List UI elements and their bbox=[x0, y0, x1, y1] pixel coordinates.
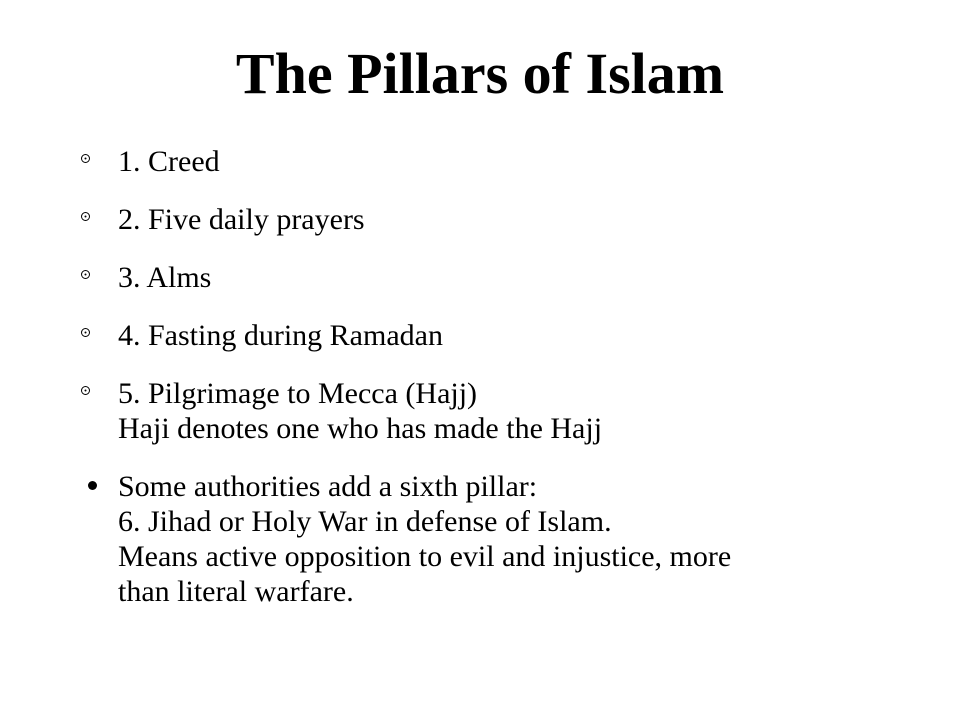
bullet-subtext: Haji denotes one who has made the Hajj bbox=[118, 412, 603, 445]
bullet-text: 2. Five daily prayers bbox=[118, 203, 365, 236]
bullet-item-alms bbox=[80, 260, 920, 295]
slide-title: The Pillars of Islam bbox=[235, 41, 725, 106]
bullet-text: Some authorities add a sixth pillar: bbox=[118, 470, 538, 503]
bullet-item-pilgrimage bbox=[80, 376, 920, 446]
bullet-text: 4. Fasting during Ramadan bbox=[118, 319, 443, 352]
bullet-text: 3. Alms bbox=[118, 261, 212, 294]
bullet-subtext: than literal warfare. bbox=[118, 575, 354, 608]
bullet-item-creed bbox=[80, 144, 920, 179]
bullet-text: 1. Creed bbox=[118, 145, 220, 178]
bullet-subtext: 6. Jihad or Holy War in defense of Islam. bbox=[118, 505, 612, 538]
bullet-item-fasting bbox=[80, 318, 920, 353]
bullet-list bbox=[80, 144, 920, 609]
bullet-text: 5. Pilgrimage to Mecca (Hajj) bbox=[118, 377, 478, 410]
bullet-item-sixth-pillar bbox=[80, 469, 920, 609]
bullet-subtext: Means active opposition to evil and injustice, more bbox=[118, 540, 732, 573]
bullet-item-prayers bbox=[80, 202, 920, 237]
